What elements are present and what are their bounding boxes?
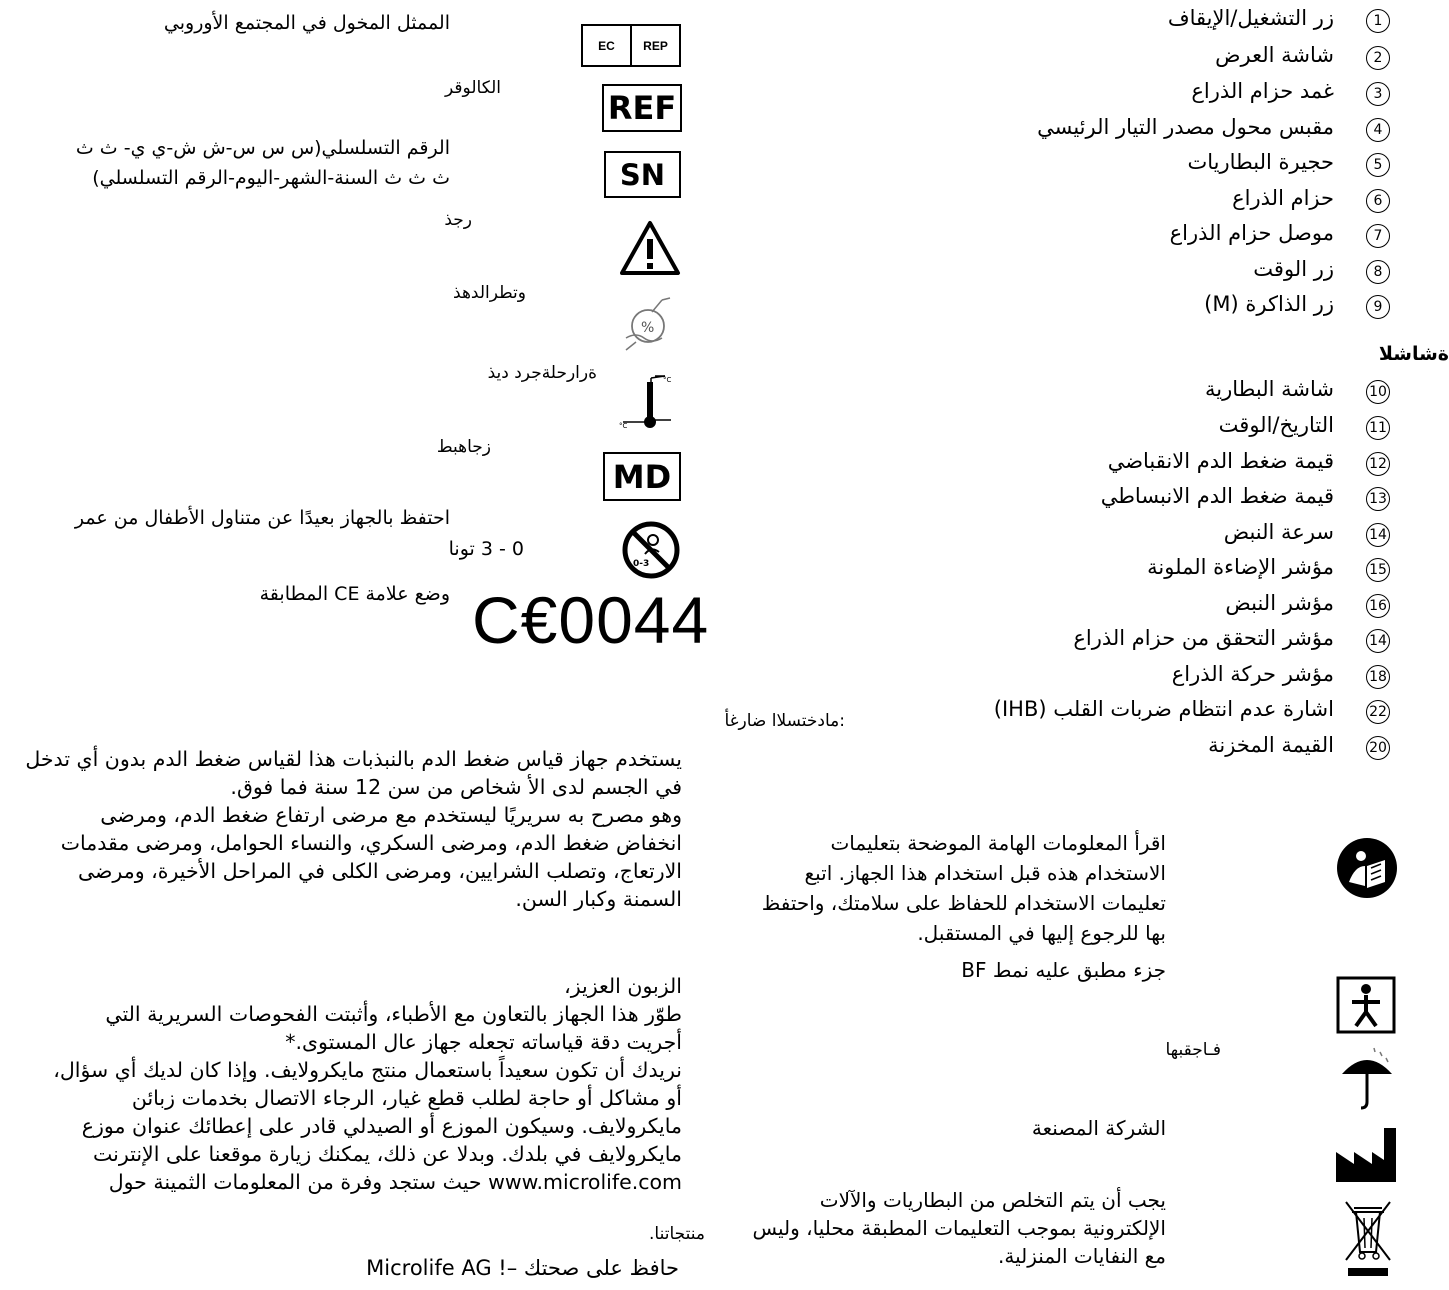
display-number: 11 (1366, 416, 1390, 440)
ec-rep-description: الممثل المخول في المجتمع الأوروبي (163, 12, 450, 34)
temperature-unit-low: °C (619, 422, 628, 430)
intended-use-line: انخفاض ضغط الدم، ومرضى السكري، والنساء الحوامل، ومرضى مقدمات (60, 831, 682, 855)
ref-description: الكالوقر (445, 78, 501, 98)
bf-text: جزء مطبق عليه نمط BF (961, 958, 1166, 982)
display-number: 13 (1366, 487, 1390, 511)
weee-bin-icon (1342, 1198, 1394, 1280)
children-age-label: 0-3 (633, 559, 650, 569)
customer-line: طوّر هذا الجهاز بالتعاون مع الأطباء، وأثبتت الفحوصات السريرية التي (105, 1002, 682, 1026)
temperature-unit-high: °C (663, 376, 672, 384)
weee-line: الإلكترونية بموجب التعليمات المطبقة محليا، وليس (752, 1216, 1166, 1240)
part-label: حزام الذراع (1232, 186, 1334, 210)
display-number: 18 (1366, 665, 1390, 689)
part-number: 4 (1366, 118, 1390, 142)
customer-overflow: منتجاتنا. (649, 1224, 705, 1244)
manual-line: بها للرجوع إليها في المستقبل. (917, 921, 1166, 945)
part-label: غمد حزام الذراع (1191, 79, 1334, 103)
weee-line: مع النفايات المنزلية. (998, 1244, 1166, 1268)
customer-line: مايكرولايف. وسيكون الموزع أو الصيدلي قادر على إعطائك عنوان موزع (81, 1114, 682, 1138)
display-label: قيمة ضغط الدم الانقباضي (1107, 449, 1334, 473)
temperature-description: ةرارحلةجرد ديذ (487, 363, 597, 383)
humidity-percent: % (641, 320, 655, 336)
customer-line: أجريت دقة قياساته تجعله جهاز عال المستوى.* (285, 1030, 682, 1054)
intended-use-line: في الجسم لدى الأ شخاص من سن 12 سنة فما فوق. (230, 775, 682, 799)
ec-label: EC (583, 26, 632, 65)
sn-description-line1: الرقم التسلسلي(س س س-ش ش-ي ي- ث ث (75, 137, 450, 159)
display-label: مؤشر النبض (1225, 591, 1334, 615)
intended-use-heading: :مادختسلاا ضارغأ (724, 711, 845, 731)
intended-use-line: يستخدم جهاز قياس ضغط الدم بالنبذبات هذا لقياس ضغط الدم بدون أي تدخل (25, 747, 682, 771)
part-label: زر التشغيل/الإيقاف (1167, 6, 1334, 30)
part-number: 2 (1366, 46, 1390, 70)
keep-dry-icon (1338, 1046, 1396, 1112)
humidity-description: وتطرالدهذ (453, 283, 526, 303)
bf-applied-part-icon (1336, 976, 1396, 1034)
display-number: 14 (1366, 629, 1390, 653)
display-number: 15 (1366, 558, 1390, 582)
ce-description: وضع علامة CE المطابقة (259, 583, 450, 605)
display-heading: ةشاشلا (1378, 343, 1449, 365)
children-description-line2: 0 - 3 تونا (448, 538, 524, 560)
display-number: 10 (1366, 380, 1390, 404)
signoff: حافظ على صحتك –! Microlife AG (366, 1256, 679, 1280)
intended-use-line: الارتعاج، وتصلب الشرايين، ومرضى الكلى في المراحل الأخيرة، ومرضى (77, 859, 682, 883)
ref-symbol: REF (602, 84, 682, 132)
display-label: سرعة النبض (1223, 520, 1334, 544)
warning-description: رجذ (444, 210, 472, 230)
part-label: موصل حزام الذراع (1169, 221, 1334, 245)
manufacturer-text: الشركة المصنعة (1031, 1116, 1166, 1140)
display-number: 12 (1366, 452, 1390, 476)
children-description-line1: احتفظ بالجهاز بعيدًا عن متناول الأطفال من عمر (74, 507, 450, 529)
ce-mark: C€0044 (472, 583, 710, 657)
md-symbol: MD (603, 452, 681, 501)
customer-line: نريدك أن تكون سعيداً باستعمال منتج مايكرولايف. وإذا كان لديك أي سؤال، (53, 1058, 682, 1082)
customer-letter (12, 972, 682, 1196)
keep-away-from-children-icon (619, 520, 683, 580)
manufacturer-icon (1334, 1126, 1398, 1184)
read-manual-icon (1335, 836, 1399, 900)
manual-line: اقرأ المعلومات الهامة الموضحة بتعليمات (830, 831, 1166, 855)
intended-use-line: وهو مصرح به سريريًا ليستخدم مع مرضى ارتفاع ضغط الدم، ومرضى (100, 803, 682, 827)
part-number: 1 (1366, 9, 1390, 33)
display-number: 14 (1366, 523, 1390, 547)
weee-line: يجب أن يتم التخلص من البطاريات والآلات (819, 1188, 1166, 1212)
manual-line: الاستخدام هذه قبل استخدام هذا الجهاز. اتبع (804, 861, 1166, 885)
display-label: التاريخ/الوقت (1218, 413, 1334, 437)
ec-rep-symbol (581, 24, 681, 67)
part-number: 9 (1366, 295, 1390, 319)
display-number: 22 (1366, 700, 1390, 724)
humidity-icon (622, 294, 674, 354)
display-label: قيمة ضغط الدم الانبساطي (1100, 484, 1334, 508)
manual-line: تعليمات الاستخدام للحفاظ على سلامتك، واحتفظ (761, 891, 1166, 915)
sn-description-line2: ث ث ث السنة-الشهر-اليوم-الرقم التسلسلي) (92, 167, 450, 189)
md-description: زجاهبط (436, 437, 491, 457)
customer-line: الزبون العزيز، (564, 974, 682, 998)
keep-dry-text: فـاجقبها (1165, 1040, 1221, 1060)
temperature-icon (615, 372, 675, 434)
display-label: شاشة البطارية (1205, 377, 1334, 401)
display-label: اشارة عدم انتظام ضربات القلب (IHB) (993, 697, 1334, 721)
weee-text (726, 1186, 1166, 1270)
display-label: مؤشر الإضاءة الملونة (1147, 555, 1334, 579)
part-number: 7 (1366, 224, 1390, 248)
sn-symbol: SN (604, 151, 681, 198)
part-label: مقبس محول مصدر التيار الرئيسي (1037, 115, 1334, 139)
rep-label: REP (643, 38, 668, 53)
part-label: زر الوقت (1253, 257, 1334, 281)
display-label: مؤشر التحقق من حزام الذراع (1073, 626, 1334, 650)
display-number: 16 (1366, 594, 1390, 618)
read-manual-text (726, 828, 1166, 948)
part-number: 6 (1366, 189, 1390, 213)
part-number: 3 (1366, 82, 1390, 106)
display-label: القيمة المخزنة (1208, 733, 1334, 757)
customer-line: أو مشاكل أو حاجة لطلب قطع غيار، الرجاء الاتصال بخدمات زبائن (131, 1086, 682, 1110)
warning-icon (619, 220, 681, 276)
part-label: شاشة العرض (1215, 43, 1334, 67)
part-label: زر الذاكرة (M) (1204, 292, 1334, 316)
display-label: مؤشر حركة الذراع (1171, 662, 1334, 686)
part-number: 5 (1366, 153, 1390, 177)
part-number: 8 (1366, 260, 1390, 284)
intended-use-text (12, 745, 682, 913)
customer-line: www.microlife.com حيث ستجد وفرة من المعلومات الثمينة حول (108, 1170, 682, 1194)
customer-line: مايكرولايف في بلدك. وبدلا عن ذلك، يمكنك زيارة موقعنا على الإنترنت (92, 1142, 682, 1166)
intended-use-line: السمنة وكبار السن. (515, 887, 682, 911)
part-label: حجيرة البطاريات (1187, 150, 1334, 174)
display-number: 20 (1366, 736, 1390, 760)
